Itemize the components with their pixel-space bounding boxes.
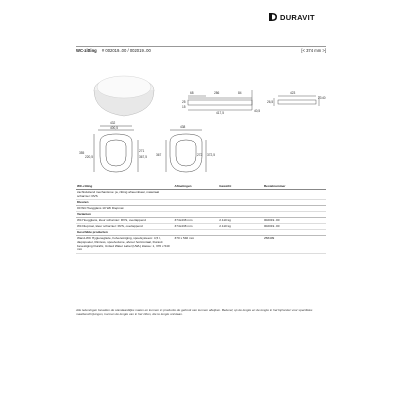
dim-label: 286 xyxy=(214,91,220,95)
seat-perspective-drawing xyxy=(94,76,154,116)
dim-label: 26,5 xyxy=(267,100,274,104)
column-header: Bestelnummer xyxy=(263,184,326,190)
dim-label: 23 xyxy=(318,96,322,100)
specification-table xyxy=(76,184,326,254)
table-row xyxy=(76,190,326,200)
dim-label: 423 xyxy=(290,91,296,95)
intro-text: zachtsluitend mechanisme: ja, zitting afneembaar, materiaal scharnier: RVS xyxy=(76,190,174,200)
row-weight xyxy=(218,236,263,254)
row-dimensions: 374x438 mm xyxy=(174,224,219,230)
article-number: # 002019..00 / 002019..00 xyxy=(101,48,151,53)
dim-label: 15 xyxy=(182,105,186,109)
header-row xyxy=(76,48,326,53)
row-weight: 2.110 kg xyxy=(218,224,263,230)
brand-logo xyxy=(268,12,315,22)
brand-name: DURAVIT xyxy=(280,12,315,22)
footnote-disclaimer: Alle tekeningen bevatten de standaardtijke maten en kunnen in productie de gebruik van kunnen afwijken. Bekend, op de lengte en de lengte in het bijzonder voor specifieke maatbeschrijvingen, kunnen de lengte van in het zitten, die te lengte ontstaan. xyxy=(76,308,313,317)
row-description: Wand-WC Hygieneglaze, holvereiniging, spoelsysteem: 4,5 l, diepspoeler, Rimless, spoelvolume, afvoer horizontaal, Duravit bevestiging Durafix, United Water Label (UWL) klasse: 1, 370 x 540 mm xyxy=(76,236,174,254)
dim-label: 40,5 xyxy=(254,109,261,113)
dim-label: 40 xyxy=(322,96,326,100)
dim-label: 272 xyxy=(197,153,203,157)
size-note: [< 374 mm >] xyxy=(301,48,326,53)
row-weight: 2.110 kg xyxy=(218,218,263,224)
column-header: Gewicht xyxy=(218,184,263,190)
dim-label: 271 xyxy=(139,149,145,153)
dim-label: 432 xyxy=(110,121,116,125)
dim-label: 367,5 xyxy=(139,155,147,159)
seat-plan-view-lid xyxy=(166,130,206,172)
dim-label: 84 xyxy=(238,91,242,95)
dim-label: 400,5 xyxy=(110,126,118,130)
dim-label: 25 xyxy=(182,100,186,104)
seat-top-elevation xyxy=(188,90,252,110)
dim-label: 438 xyxy=(180,125,186,129)
dim-label: 355 xyxy=(79,151,85,155)
product-title: WC-zitting xyxy=(76,48,97,53)
column-header: WC-zitting xyxy=(76,184,174,190)
dim-label: 367 xyxy=(156,153,162,157)
row-dimensions: 374x438 mm xyxy=(174,218,219,224)
row-dimensions: 370 x 540 mm xyxy=(174,236,219,254)
row-order-number: 002019..00 xyxy=(263,224,326,230)
duravit-logo-icon xyxy=(268,12,278,22)
row-description: Wit Hoogglans, kleur scharnier: RVS, overlappend xyxy=(76,218,174,224)
seat-plan-view xyxy=(94,126,138,172)
datasheet xyxy=(76,0,326,400)
table-row xyxy=(76,236,326,254)
dim-label: 417,5 xyxy=(216,111,224,115)
column-header: Afmetingen xyxy=(174,184,219,190)
row-description: 00 Wit Hoogglans 10 Wit Diepmat xyxy=(76,206,174,212)
technical-drawings xyxy=(76,60,326,175)
dim-label: 372,5 xyxy=(207,153,215,157)
section-title: Kleuren xyxy=(76,199,326,205)
dim-label: 68 xyxy=(190,91,194,95)
row-order-number: 258409 xyxy=(263,236,326,254)
header-divider xyxy=(76,46,326,47)
row-description: Wit Diepmat, kleur scharnier: RVS, overlappend xyxy=(76,224,174,230)
section-title: Geschikte producten xyxy=(76,230,326,236)
dim-label: 220,5 xyxy=(85,155,93,159)
seat-side-elevation xyxy=(274,96,319,106)
section-title: Varianten xyxy=(76,212,326,218)
row-order-number: 002019..00 xyxy=(263,218,326,224)
